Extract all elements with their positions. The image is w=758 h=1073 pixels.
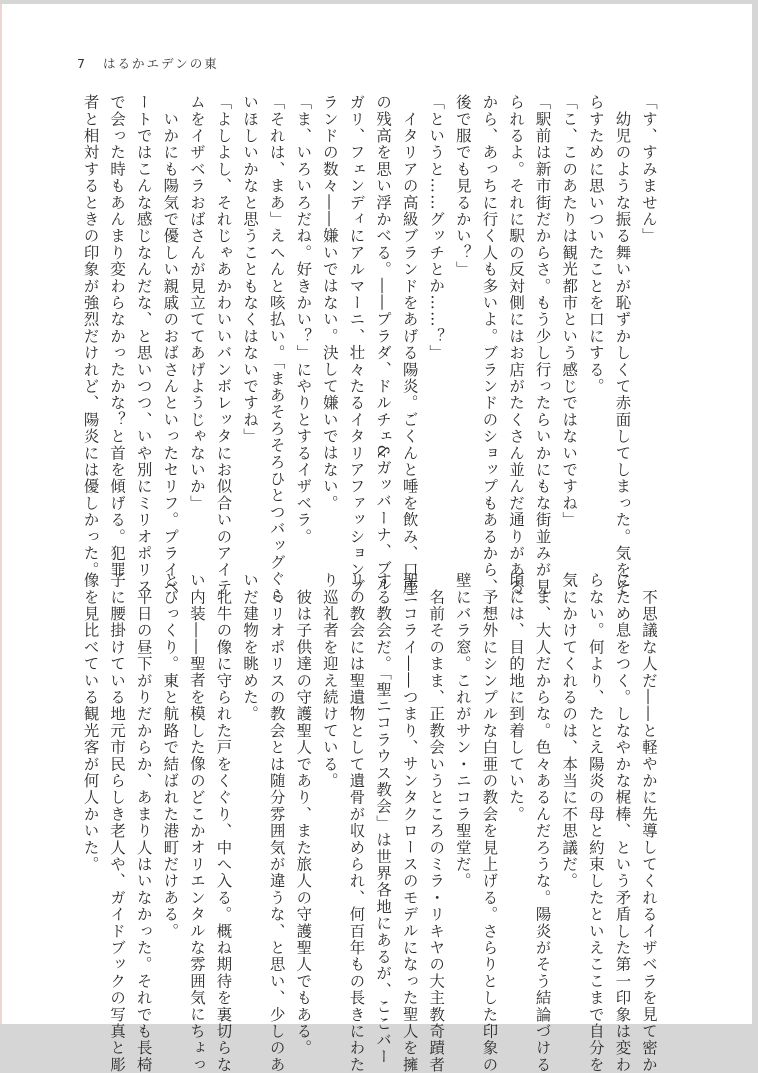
text-line: 「す、すみません」 [640, 94, 658, 245]
text-line: の残高を思い浮かべる。――プラダ、ドルチェ&ガッバーナ、ブル [374, 94, 393, 594]
text-line: 牝牛の像に守られた戸をくぐり、中へ入る。概ね期待を裏切らな [214, 572, 233, 1073]
text-line: ミリオポリスの教会とは随分雰囲気が違うな、と思い、少しのあ [267, 572, 286, 1073]
text-line: ま、大人だからな。色々あるんだろうな。陽炎がそう結論づける [533, 572, 552, 1073]
text-line: 子に腰掛けている地元市民らしき老人や、ガイドブックの写真と彫 [108, 572, 127, 1073]
text-line: らない。何より、たとえ陽炎の母と約束したといえここまで自分を [586, 572, 605, 1073]
text-line: ランドの数々――嫌いではない。決して嫌いではない。 [320, 94, 339, 512]
text-line: 「こ、このあたりは観光都市という感じではないですね」 [560, 94, 579, 529]
text-line: ムをイザベラおばさんが見立ててあげようじゃないか」 [187, 94, 206, 512]
text-line: り巡礼者を迎え続けている。 [320, 572, 339, 790]
text-line: から、あっちに行く人も多いよ。ブランドのショップもあるから、 [480, 94, 499, 595]
text-line: られるよ。それに駅の反対側にはお店がたくさん並んだ通りがある [507, 94, 526, 595]
chapter-title: はるかエデンの東 [102, 56, 219, 71]
page-number: 7 [77, 56, 87, 71]
text-block-bottom [77, 572, 662, 1073]
running-head [77, 54, 219, 72]
text-line: とびっくり。東と航路で結ばれた港町だけある。 [161, 572, 180, 940]
text-line: 「ま、いろいろだね。好きかい？」にやりとするイザベラ。 [294, 94, 313, 545]
text-line: いかにも陽気で優しい親戚のおばさんといったセリフ。プライベ [161, 94, 180, 595]
text-line: イタリアの高級ブランドをあげる陽炎。ごくんと唾を飲み、口座 [400, 94, 419, 595]
text-line: 彼は子供達の守護聖人であり、また旅人の守護聖人でもある。 [294, 572, 313, 1057]
text-line: らすために思いついたことを口にする。 [586, 94, 605, 395]
text-line: 頃には、目的地に到着していた。 [507, 572, 526, 823]
book-page [0, 4, 752, 1073]
text-line: ガリ、フェンディにアルマーニ、壮々たるイタリアファッションブ [347, 94, 366, 595]
text-line: で会った時もあんまり変わらなかったかな？と首を傾げる。犯罪 [108, 94, 127, 579]
text-line: 「というと……グッチとか……？」 [427, 94, 446, 362]
text-line: にため息をつく。しなやかな梶棒、という矛盾した第一印象は変わ [613, 572, 632, 1073]
text-line: 平日の昼下がりだからか、あまり人はいなかった。それでも長椅 [134, 572, 153, 1073]
text-block-top [77, 94, 662, 604]
text-line: 「駅前は新市街だからさ。もう少し行ったらいかにもな街並みが見 [533, 94, 552, 595]
text-line: ートではこんな感じなんだな、と思いつつ、いや別にミリオポリス [134, 94, 153, 595]
text-line: 不思議な人だ――と軽やかに先導してくれるイザベラを見て密か [640, 572, 658, 1073]
text-line: 名前そのまま、正教会いうところのミラ・リキヤの大主教奇蹟者 [427, 572, 446, 1073]
text-line: 幼児のような振る舞いが恥ずかしくて赤面してしまった。気をそ [613, 94, 632, 595]
text-line: 壁にバラ窓。これがサン・ニコラ聖堂だ。 [453, 572, 472, 890]
text-line: 気にかけてくれるのは、本当に不思議だ。 [560, 572, 579, 890]
text-line: 「それは、まあ」えへんと咳払い。「まあそろそろひとつバッグぐら [267, 94, 286, 604]
text-line: する教会だ。「聖ニコラウス教会」は世界各地にあるが、ここバー [374, 572, 393, 1066]
text-line: 像を見比べている観光客が何人かいた。 [81, 572, 100, 873]
text-line: いだ建物を眺めた。 [241, 572, 260, 723]
text-line: いほしいかなと思うこともなくはないですね」 [241, 94, 260, 445]
text-line: 者と相対するときの印象が強烈だけれど、陽炎には優しかった。 [81, 94, 100, 579]
text-line: 予想外にシンプルな白亜の教会を見上げる。さらりとした印象の [480, 572, 499, 1073]
text-line: リの教会には聖遺物として遺骨が収められ、何百年もの長きにわた [347, 572, 366, 1073]
text-line: い内装――聖者を模した像のどこかオリエンタルな雰囲気にちょっ [187, 572, 206, 1073]
text-line: 後で服でも見るかい？」 [453, 94, 472, 278]
text-line: 聖ニコライ――つまり、サンタクロースのモデルになった聖人を擁 [400, 572, 419, 1073]
text-line: 「よしよし、それじゃあかわいいバンボレッタにお似合いのアイテ [214, 94, 233, 595]
